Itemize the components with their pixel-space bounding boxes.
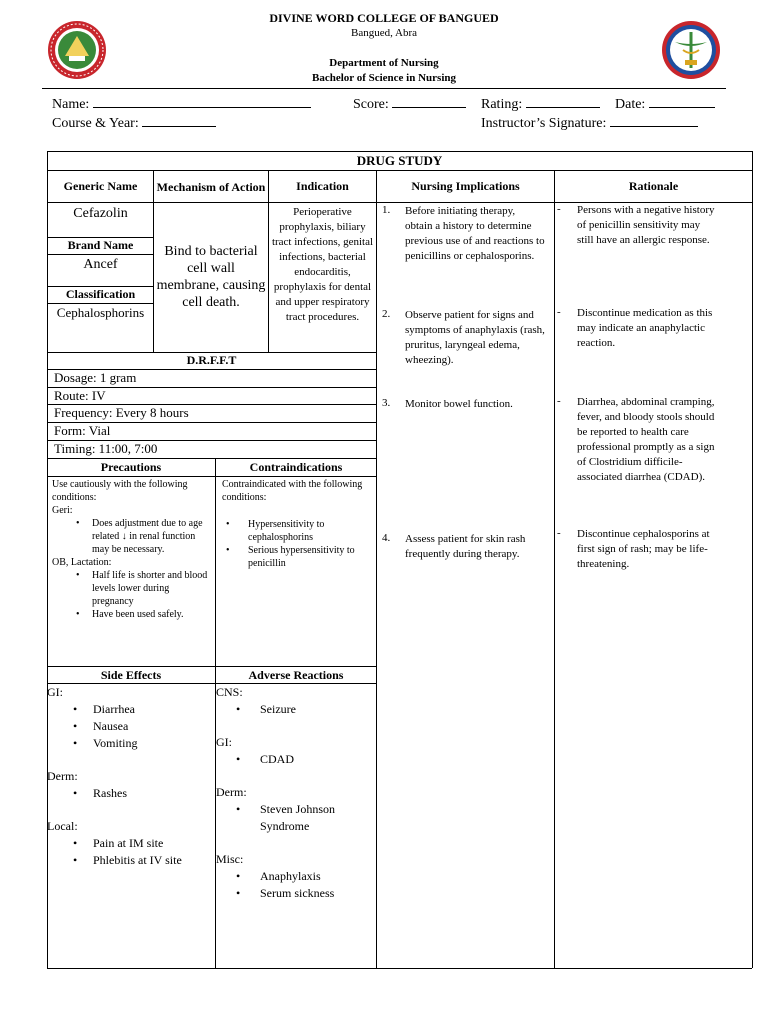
header-rationale: Rationale xyxy=(628,179,679,193)
rating-label: Rating: xyxy=(481,97,523,112)
brand-label: Brand Name xyxy=(67,238,134,252)
college-seal-icon xyxy=(47,20,107,80)
name-blank[interactable] xyxy=(93,94,311,108)
rating-field xyxy=(481,94,600,113)
list-item: • Serious hypersensitivity to penicillin xyxy=(226,544,372,570)
adv-gi-list xyxy=(236,751,374,768)
name-label: Name: xyxy=(52,97,90,112)
side-local-label: Local: xyxy=(47,819,78,833)
adv-cns-label: CNS: xyxy=(216,685,243,699)
contra-intro: Contraindicated with the following conditions: xyxy=(222,479,363,503)
impl-number: 4. xyxy=(382,532,391,544)
date-label: Date: xyxy=(615,97,646,112)
header-divider xyxy=(42,88,726,89)
adv-cns-list xyxy=(236,701,374,718)
college-location: Bangued, Abra xyxy=(351,27,417,39)
form: Form: Vial xyxy=(54,423,111,438)
rationale-dash: - xyxy=(557,527,561,539)
contra-list xyxy=(226,518,372,570)
list-item: • Anaphylaxis xyxy=(236,868,374,885)
list-item: • CDAD xyxy=(236,751,374,768)
department-name: Department of Nursing xyxy=(329,57,439,69)
precautions-ob-label: OB, Lactation: xyxy=(52,557,112,568)
table-title: DRUG STUDY xyxy=(356,153,443,168)
impl-number: 1. xyxy=(382,204,391,216)
timing: Timing: 11:00, 7:00 xyxy=(54,441,158,456)
date-blank[interactable] xyxy=(649,94,715,108)
impl-number: 3. xyxy=(382,397,391,409)
generic-name: Cefazolin xyxy=(73,206,128,221)
prec-header-line xyxy=(47,476,376,477)
side-gi-label: GI: xyxy=(47,685,63,699)
right-logo xyxy=(661,20,721,80)
contra-label: Contraindications xyxy=(249,460,343,474)
classification: Cephalosphorins xyxy=(56,305,145,320)
side-gi-list xyxy=(73,701,213,752)
course-label: Course & Year: xyxy=(52,116,139,131)
adv-gi-label: GI: xyxy=(216,735,232,749)
precautions-body xyxy=(52,478,212,621)
indication-text: Perioperative prophylaxis, biliary tract infections, genital infections, bacterial endocarditis, prophylaxis for dental and upper respiratory tract procedures. xyxy=(271,206,374,323)
rationale-text: Persons with a negative history of penicillin sensitivity may still have an allergic response. xyxy=(577,204,715,246)
adverse-label: Adverse Reactions xyxy=(248,668,344,682)
rationale-text: Diarrhea, abdominal cramping, fever, and bloody stools should be reported to health care professional promptly as a sign of Clostridium difficile-associated diarrhea (CDAD). xyxy=(577,396,715,483)
list-item: • Half life is shorter and blood levels lower during pregnancy xyxy=(76,569,212,608)
header-nursing: Nursing Implications xyxy=(411,179,520,193)
table-border-right xyxy=(752,151,753,968)
side-effects-body xyxy=(47,684,213,869)
header-mechanism: Mechanism of Action xyxy=(156,179,266,194)
brand-name: Ancef xyxy=(83,257,118,272)
col-sep-3 xyxy=(376,170,377,968)
class-bottom-line xyxy=(47,303,153,304)
frequency: Frequency: Every 8 hours xyxy=(54,405,189,420)
score-label: Score: xyxy=(353,97,389,112)
list-item: • Hypersensitivity to cephalosphorins xyxy=(226,518,372,544)
impl-text: Observe patient for signs and symptoms of anaphylaxis (rash, pruritus, laryngeal edema, wheezing). xyxy=(405,309,545,366)
list-item: • Serum sickness xyxy=(236,885,374,902)
brand-bottom-line xyxy=(47,254,153,255)
side-derm-list xyxy=(73,785,213,802)
ob-list xyxy=(76,569,212,621)
date-field xyxy=(615,94,715,113)
rationale-dash: - xyxy=(557,395,561,407)
signature-blank[interactable] xyxy=(610,113,698,127)
route: Route: IV xyxy=(54,388,106,403)
list-item: • Phlebitis at IV site xyxy=(73,852,213,869)
program-name: Bachelor of Science in Nursing xyxy=(311,72,456,84)
contra-body xyxy=(222,478,372,570)
list-item: • Pain at IM site xyxy=(73,835,213,852)
list-item: • Have been used safely. xyxy=(76,608,212,621)
list-item: • Diarrhea xyxy=(73,701,213,718)
rationale-text: Discontinue cephalosporins at first sign of rash; may be life-threatening. xyxy=(577,528,710,570)
impl-number: 2. xyxy=(382,308,391,320)
list-item: • Nausea xyxy=(73,718,213,735)
header-generic: Generic Name xyxy=(63,179,138,193)
impl-text: Before initiating therapy, obtain a history to determine previous use of and reactions to penicillins or cephalosporins. xyxy=(405,205,545,262)
timing-line xyxy=(47,458,376,459)
list-item: • Steven Johnson Syndrome xyxy=(236,801,374,835)
mechanism-text: Bind to bacterial cell wall membrane, causing cell death. xyxy=(156,244,266,310)
rationale-text: Discontinue medication as this may indicate an anaphylactic reaction. xyxy=(577,307,713,349)
name-field xyxy=(52,94,311,113)
course-blank[interactable] xyxy=(142,113,216,127)
list-item: • Seizure xyxy=(236,701,374,718)
score-blank[interactable] xyxy=(392,94,466,108)
geri-list xyxy=(76,517,212,556)
adv-derm-list xyxy=(236,801,374,835)
table-border-bottom xyxy=(47,968,752,969)
list-item: • Does adjustment due to age related ↓ in renal function may be necessary. xyxy=(76,517,212,556)
score-field xyxy=(353,94,466,113)
side-local-list xyxy=(73,835,213,869)
precautions-geri-label: Geri: xyxy=(52,505,73,516)
class-label: Classification xyxy=(65,287,136,301)
list-item: • Rashes xyxy=(73,785,213,802)
side-derm-label: Derm: xyxy=(47,769,78,783)
adv-derm-label: Derm: xyxy=(216,785,247,799)
impl-text: Monitor bowel function. xyxy=(405,398,513,410)
col-sep-4 xyxy=(554,170,555,968)
rationale-dash: - xyxy=(557,306,561,318)
adv-misc-list xyxy=(236,868,374,902)
side-top-line xyxy=(47,666,376,667)
side-effects-label: Side Effects xyxy=(100,668,162,682)
precautions-label: Precautions xyxy=(100,460,162,474)
adv-misc-label: Misc: xyxy=(216,852,244,866)
left-logo xyxy=(47,20,107,80)
adverse-body xyxy=(216,684,374,902)
course-field xyxy=(52,113,216,132)
header-indication: Indication xyxy=(296,179,349,193)
college-name: DIVINE WORD COLLEGE OF BANGUED xyxy=(269,11,499,25)
signature-label: Instructor’s Signature: xyxy=(481,116,607,131)
nursing-emblem-icon xyxy=(661,20,721,80)
rationale-dash: - xyxy=(557,203,561,215)
impl-text: Assess patient for skin rash frequently during therapy. xyxy=(405,533,526,560)
list-item: • Vomiting xyxy=(73,735,213,752)
dosage: Dosage: 1 gram xyxy=(54,370,137,385)
precautions-intro: Use cautiously with the following conditions: xyxy=(52,479,188,503)
rating-blank[interactable] xyxy=(526,94,600,108)
signature-field xyxy=(481,113,698,132)
drfft-label: D.R.F.F.T xyxy=(186,353,237,367)
